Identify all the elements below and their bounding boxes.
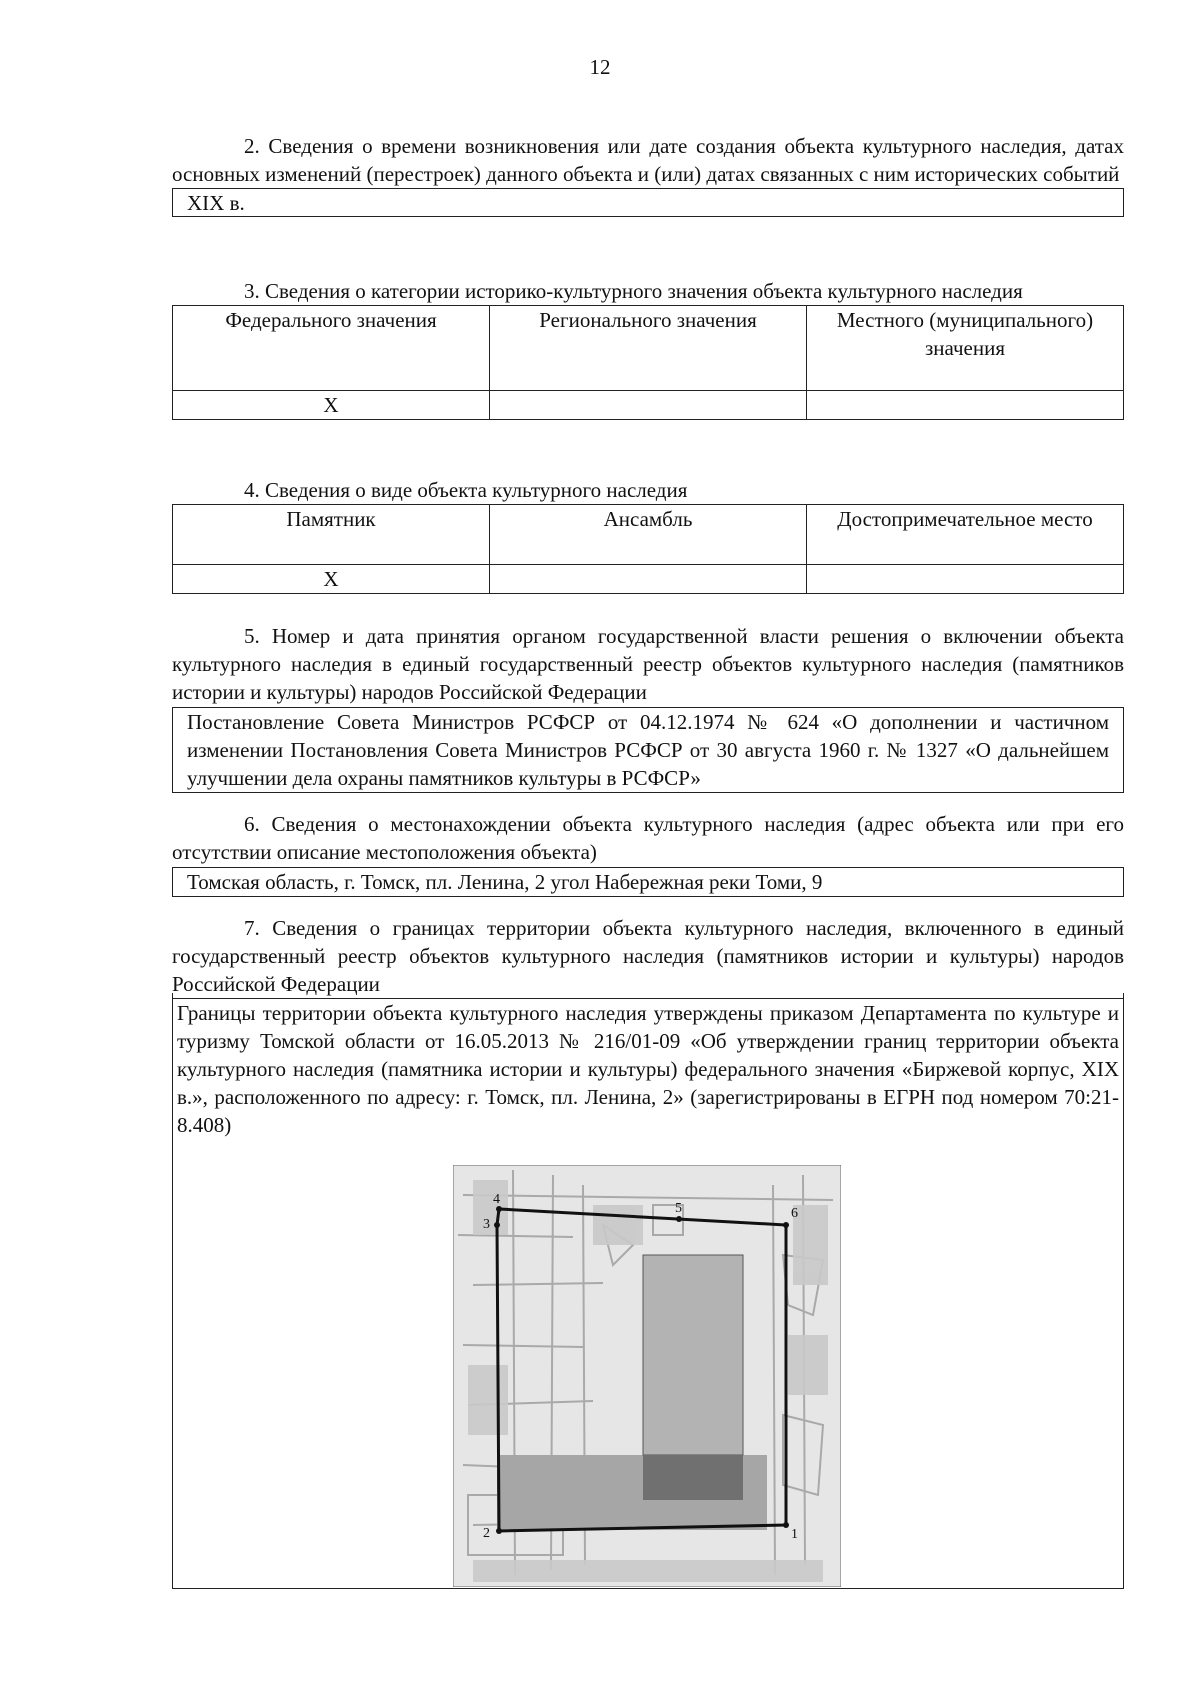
section-6-value-box	[172, 867, 1124, 897]
point-label-1: 1	[791, 1527, 798, 1542]
section-5	[172, 622, 1124, 793]
boundary-map	[453, 1165, 841, 1587]
section-2-heading: 2. Сведения о времени возникновения или дате создания объекта культурного наследия, датах основных изменений (перестроек) данного объекта и (или) датах связанных с ним исторических событий	[172, 134, 1124, 186]
local-header: Местного (муниципального) значения	[807, 306, 1124, 391]
point-label-6: 6	[791, 1206, 798, 1221]
page-number: 12	[589, 55, 611, 79]
section-3-heading: 3. Сведения о категории историко-культурного значения объекта культурного наследия	[244, 279, 1023, 303]
monument-mark: X	[173, 565, 490, 594]
section-2-value-box	[172, 188, 1124, 217]
section-5-value-box	[172, 707, 1124, 793]
section-4-heading: 4. Сведения о виде объекта культурного наследия	[244, 478, 688, 502]
point-label-3: 3	[483, 1217, 490, 1232]
federal-mark: X	[173, 391, 490, 420]
point-label-4: 4	[493, 1192, 500, 1207]
section-6	[172, 810, 1124, 897]
section-2	[172, 132, 1124, 217]
section-5-heading: 5. Номер и дата принятия органом государственной власти решения о включении объекта культурного наследия в единый государственный реестр объектов культурного наследия (памятников истории и культуры) народов Российской Федерации	[172, 624, 1124, 704]
landmark-mark	[807, 565, 1124, 594]
section-2-value: XIX в.	[187, 191, 245, 215]
ensemble-header: Ансамбль	[490, 505, 807, 565]
section-7-heading: 7. Сведения о границах территории объекта культурного наследия, включенного в единый государственный реестр объектов культурного наследия (памятников истории и культуры) народов Российской Федерации	[172, 916, 1124, 996]
section-7-value: Границы территории объекта культурного наследия утверждены приказом Департамента по культуре и туризму Томской области от 16.05.2013 № 216/01-09 «Об утверждении границ территории объекта культурного наследия (памятника истории и культуры) федерального значения «Биржевой корпус, XIX в.», расположенного по адресу: г. Томск, пл. Ленина, 2» (зарегистрированы в ЕГРН под номером 70:21-8.408)	[177, 1001, 1119, 1137]
monument-header: Памятник	[173, 505, 490, 565]
category-table	[172, 305, 1124, 420]
regional-mark	[490, 391, 807, 420]
point-label-2: 2	[483, 1526, 490, 1541]
map-frame	[172, 993, 1124, 1589]
point-label-5: 5	[675, 1201, 682, 1216]
section-6-heading: 6. Сведения о местонахождении объекта культурного наследия (адрес объекта или при его отсутствии описание местоположения объекта)	[172, 812, 1124, 864]
landmark-header: Достопримечательное место	[807, 505, 1124, 565]
section-4	[172, 476, 1124, 594]
federal-header: Федерального значения	[173, 306, 490, 391]
section-6-value: Томская область, г. Томск, пл. Ленина, 2 угол Набережная реки Томи, 9	[187, 870, 823, 894]
ensemble-mark	[490, 565, 807, 594]
section-5-value: Постановление Совета Министров РСФСР от 04.12.1974 № 624 «О дополнении и частичном изменении Постановления Совета Министров РСФСР от 30 августа 1960 г. № 1327 «О дальнейшем улучшении дела охраны памятников культуры в РСФСР»	[187, 710, 1109, 790]
type-table	[172, 504, 1124, 594]
local-mark	[807, 391, 1124, 420]
regional-header: Регионального значения	[490, 306, 807, 391]
section-3	[172, 277, 1124, 420]
